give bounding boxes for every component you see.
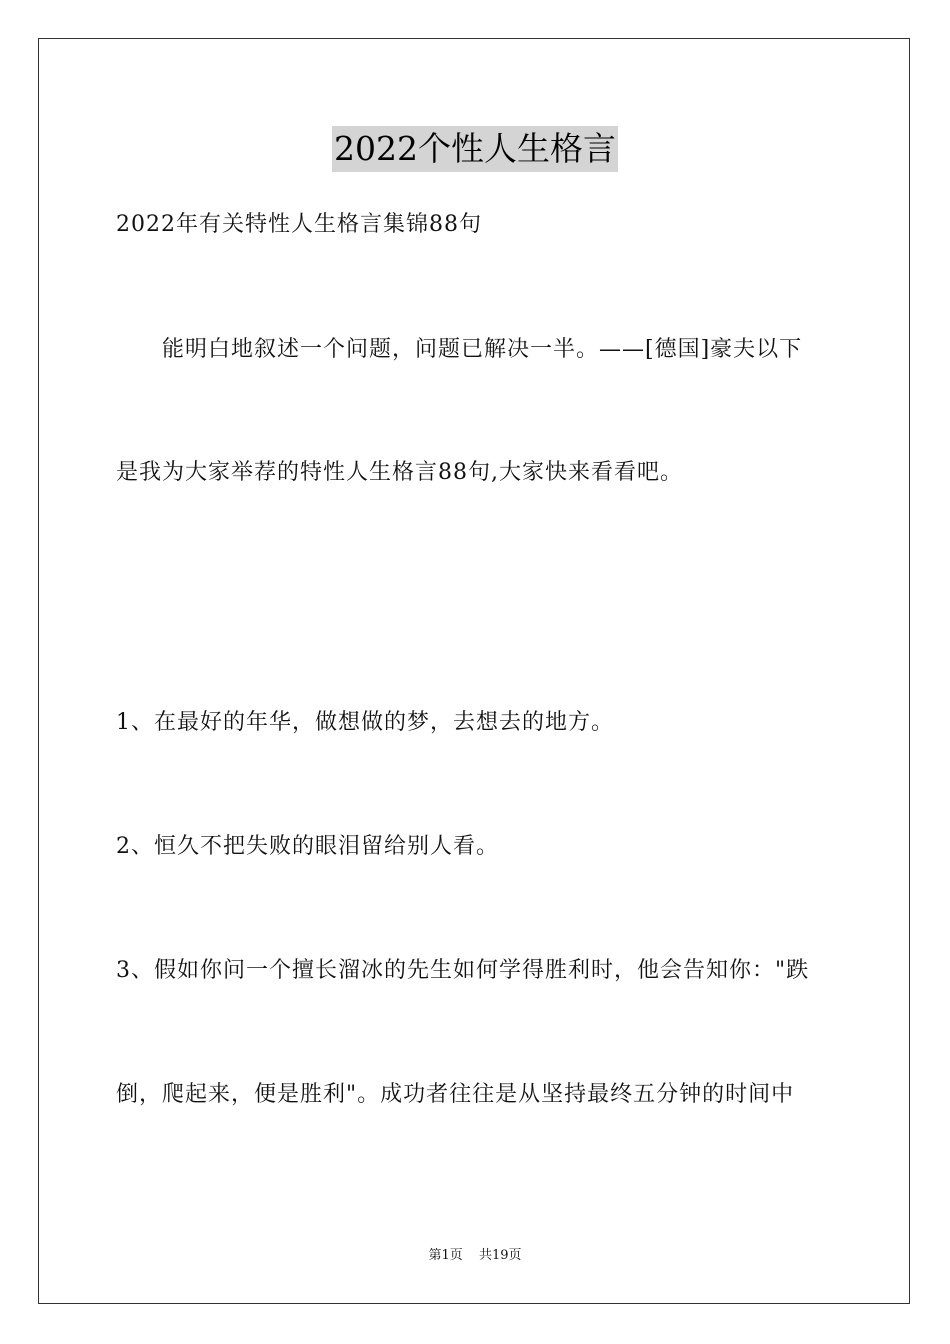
paragraph-line-2: 是我为大家举荐的特性人生格言88句,大家快来看看吧。 [116, 460, 683, 485]
list-item-3-line-1: 3、假如你问一个擅长溜冰的先生如何学得胜利时，他会告知你："跌 [116, 958, 810, 983]
paragraph-line-1: 能明白地叙述一个问题，问题已解决一半。——[德国]豪夫以下 [162, 337, 803, 362]
list-item-2: 2、恒久不把失败的眼泪留给别人看。 [116, 834, 499, 859]
list-item-1: 1、在最好的年华，做想做的梦，去想去的地方。 [116, 710, 614, 735]
list-item-3-line-2: 倒，爬起来，便是胜利"。成功者往往是从坚持最终五分钟的时间中 [116, 1082, 795, 1107]
page-total: 共19页 [478, 1248, 522, 1263]
page-footer [0, 1247, 950, 1265]
document-subtitle: 2022年有关特性人生格言集锦88句 [116, 212, 482, 237]
document-title: 2022个性人生格言 [332, 126, 618, 172]
page-number: 第1页 [428, 1248, 463, 1263]
title-container [0, 126, 950, 172]
